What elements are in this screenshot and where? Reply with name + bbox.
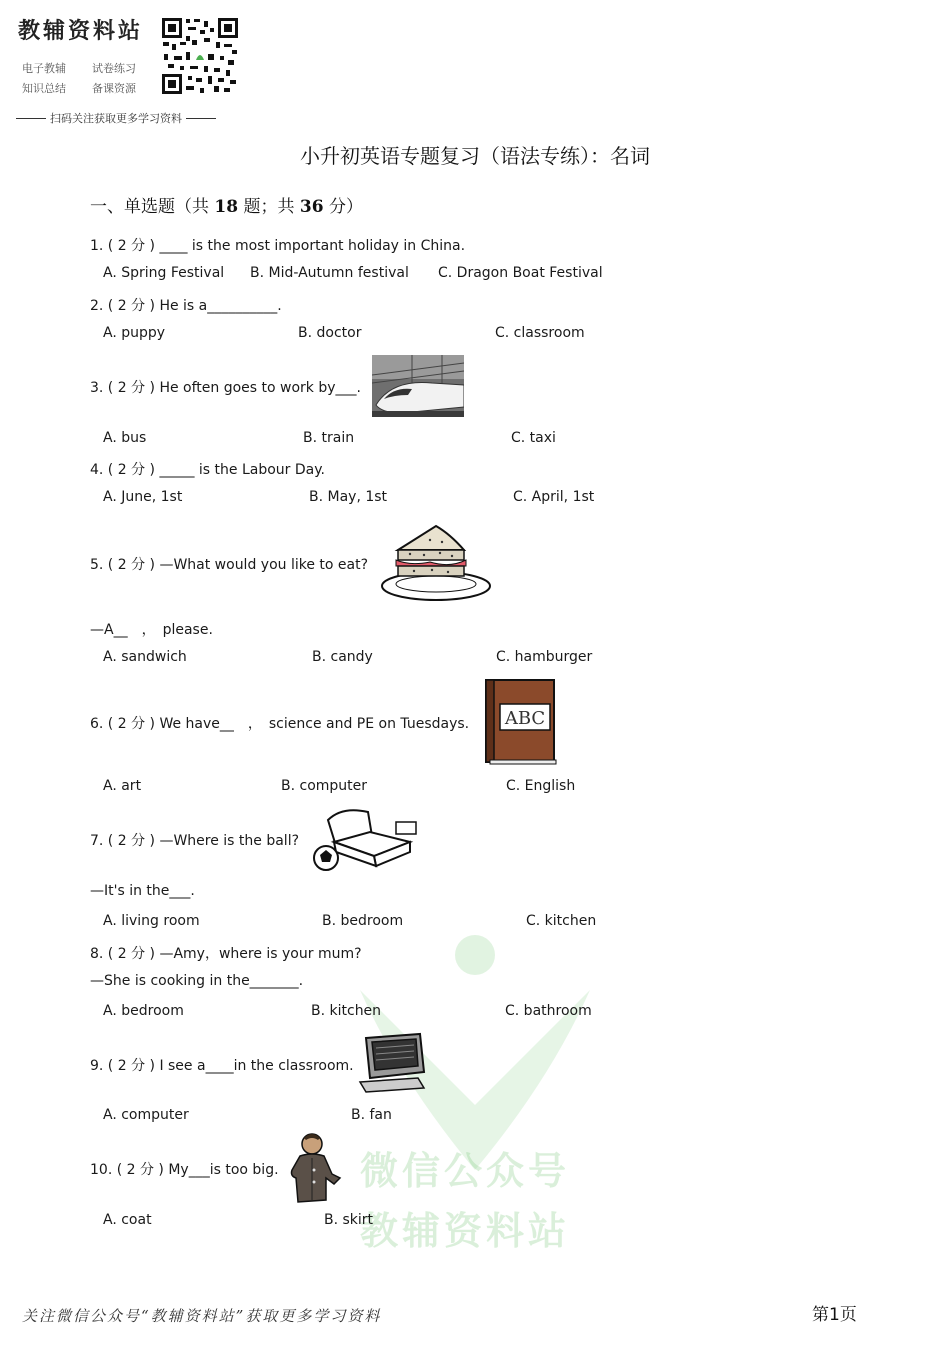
q2-option-b: B. doctor — [298, 325, 362, 341]
q6-option-b: B. computer — [281, 778, 368, 794]
q1-option-c: C. Dragon Boat Festival — [438, 265, 603, 281]
question-7-answer-line: —It's in the___. — [90, 883, 195, 899]
question-4: 4. ( 2 分 ) _____ is the Labour Day. — [90, 462, 325, 478]
q4-option-a: A. June, 1st — [103, 489, 183, 505]
q7-option-c: C. kitchen — [526, 913, 597, 929]
train-image-icon — [372, 355, 464, 417]
q2-option-a: A. puppy — [103, 325, 166, 341]
question-6: 6. ( 2 分 ) We have__ ， science and PE on Tuesdays. — [90, 716, 470, 732]
q9-option-a: A. computer — [103, 1107, 189, 1123]
q9-option-b: B. fan — [351, 1107, 392, 1123]
sandwich-image-icon — [380, 520, 492, 604]
book-image-icon — [484, 676, 558, 766]
tag-e-tutor: 电子教辅 — [22, 62, 66, 75]
q6-option-a: A. art — [103, 778, 142, 794]
question-1: 1. ( 2 分 ) ____ is the most important holiday in China. — [90, 238, 466, 254]
question-9: 9. ( 2 分 ) I see a____in the classroom. — [90, 1058, 354, 1074]
scan-caption: 扫码关注获取更多学习资料 — [16, 110, 216, 126]
page-title: 小升初英语专题复习（语法专练）：名词 — [300, 144, 650, 168]
sofa-and-ball-image-icon — [312, 802, 424, 874]
q5-option-c: C. hamburger — [496, 649, 593, 665]
q6-option-c: C. English — [506, 778, 576, 794]
q5-option-b: B. candy — [312, 649, 373, 665]
question-5-answer-line: —A__ ， please. — [90, 622, 213, 638]
qr-code-icon — [160, 16, 240, 96]
q10-option-b: B. skirt — [324, 1212, 374, 1228]
section-heading: 一、单选题（共 18 题；共 36 分） — [90, 197, 363, 217]
q4-option-b: B. May, 1st — [309, 489, 388, 505]
tag-knowledge-summary: 知识总结 — [22, 82, 66, 95]
q3-option-a: A. bus — [103, 430, 147, 446]
watermark-line-1: 微信公众号 — [360, 1149, 571, 1193]
question-8-answer-line: —She is cooking in the_______. — [90, 973, 304, 989]
question-7: 7. ( 2 分 ) —Where is the ball? — [90, 833, 300, 849]
q1-option-b: B. Mid-Autumn festival — [250, 265, 409, 281]
q7-option-b: B. bedroom — [322, 913, 404, 929]
computer-image-icon — [358, 1032, 428, 1094]
q8-option-a: A. bedroom — [103, 1003, 184, 1019]
coat-image-icon — [288, 1130, 348, 1206]
q10-option-a: A. coat — [103, 1212, 152, 1228]
q8-option-b: B. kitchen — [311, 1003, 382, 1019]
question-5: 5. ( 2 分 ) —What would you like to eat? — [90, 557, 369, 573]
watermark-line-2: 教辅资料站 — [360, 1209, 571, 1253]
question-2: 2. ( 2 分 ) He is a__________. — [90, 298, 282, 314]
page-number: 第1页 — [812, 1305, 857, 1325]
q3-option-c: C. taxi — [511, 430, 556, 446]
q4-option-c: C. April, 1st — [513, 489, 595, 505]
q5-option-a: A. sandwich — [103, 649, 187, 665]
question-3: 3. ( 2 分 ) He often goes to work by___. — [90, 380, 361, 396]
q1-option-a: A. Spring Festival — [103, 265, 225, 281]
tag-lesson-resources: 备课资源 — [92, 82, 136, 95]
question-10: 10. ( 2 分 ) My___is too big. — [90, 1162, 279, 1178]
book-label: ABC — [504, 708, 546, 729]
q7-option-a: A. living room — [103, 913, 200, 929]
question-8: 8. ( 2 分 ) —Amy，where is your mum? — [90, 946, 362, 962]
brand-logo-text: 教辅资料站 — [18, 19, 144, 44]
q3-option-b: B. train — [303, 430, 355, 446]
footer-handwritten-note: 关注微信公众号“教辅资料站”获取更多学习资料 — [22, 1307, 382, 1325]
q2-option-c: C. classroom — [495, 325, 585, 341]
tag-exam-practice: 试卷练习 — [92, 62, 136, 75]
q8-option-c: C. bathroom — [505, 1003, 592, 1019]
